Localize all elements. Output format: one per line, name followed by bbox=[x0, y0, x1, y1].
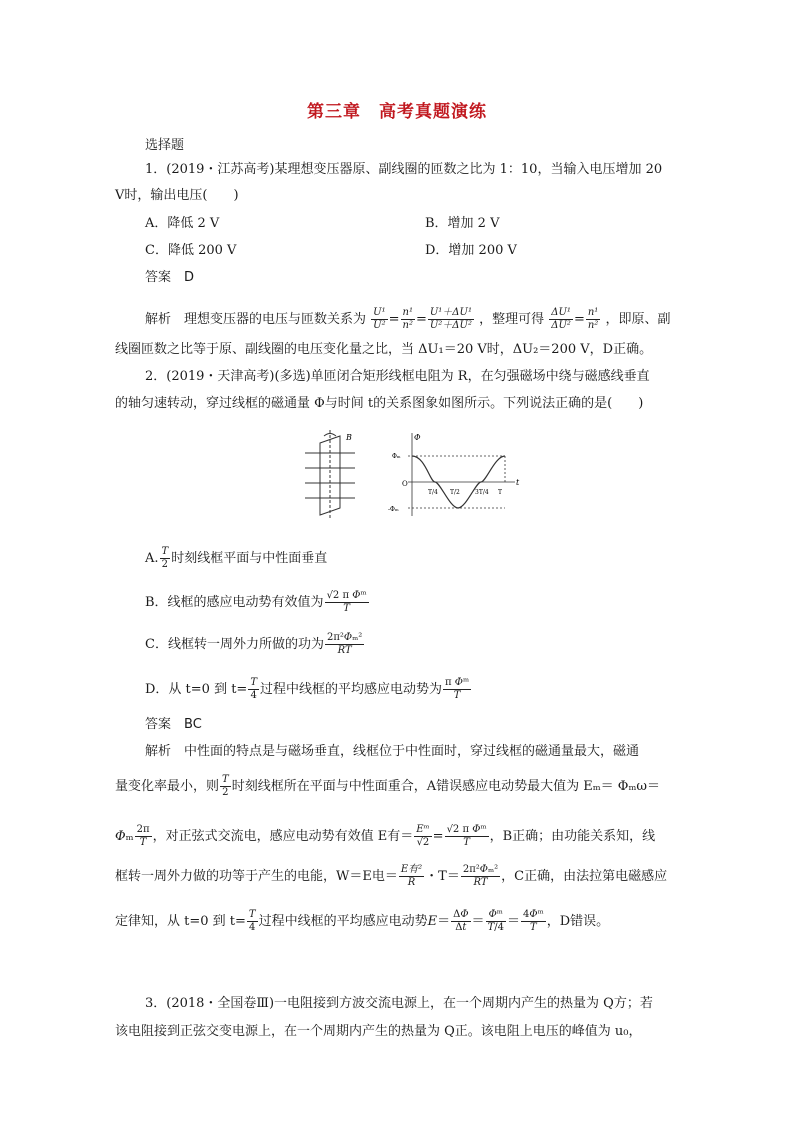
q2-exp5-text-a: 定律知，从 t=0 到 t= bbox=[115, 914, 246, 929]
q2-exp3-text: ，对正弦式交流电，感应电动势有效值 E有＝ bbox=[152, 829, 414, 844]
q1-answer: 答案 D bbox=[145, 270, 195, 285]
q1-option-a: A．降低 2 V bbox=[145, 216, 220, 231]
q2-option-d-text-a: D．从 t=0 到 t= bbox=[145, 682, 248, 697]
tick-3t4: 3T/4 bbox=[475, 489, 489, 496]
q2-explanation-line4: 框转一周外力做的功等于产生的电能，W＝E电＝ $\frac{\text{E有²}}{R}$ ・T＝ $\frac{\text{2π²Φₘ²}}{RT}$ ，C正确，由法拉第电磁感应 bbox=[115, 864, 668, 888]
q2-exp5-text-c: ，D错误。 bbox=[546, 914, 610, 929]
q2-exp3-text-b: ，B正确；由功能关系知，线 bbox=[489, 829, 656, 844]
q2-option-b-text: B．线框的感应电动势有效值为 bbox=[145, 595, 324, 610]
flux-time-figure bbox=[300, 428, 530, 518]
q2-option-a: A. $\frac{T}{2}$ 时刻线框平面与中性面垂直 bbox=[145, 546, 328, 570]
q1-explanation-line1: 解析 理想变压器的电压与匝数关系为 $\frac{\text{U¹}}{\text{U²}}$ = $\frac{\text{n¹}}{\text{n²}}$ = $\frac{\text{U¹＋ΔU¹}}{\text{U²＋ΔU²}}$ ，整理可得 $\frac{\text{ΔU¹}}{\text{ΔU²}}$ = $\frac{\text{n¹}}{\text{n²}}$ ，即原、副 bbox=[145, 307, 671, 331]
q1-explanation-line2: 线圈匝数之比等于原、副线圈的电压变化量之比，当 ΔU₁＝20 V时，ΔU₂＝200 V，D正确。 bbox=[115, 342, 653, 357]
section-heading: 选择题 bbox=[145, 138, 185, 153]
tick-t: T bbox=[498, 489, 503, 496]
q1-exp-text-b: ，整理可得 bbox=[479, 312, 545, 327]
q2-exp5-text-b: 过程中线框的平均感应电动势 bbox=[258, 914, 428, 929]
delta-ratio-formula: $\frac{\text{ΔU¹}}{\text{ΔU²}}$ bbox=[551, 307, 571, 331]
q2-exp4-text-a: 框转一周外力做的功等于产生的电能，W＝E电＝ bbox=[115, 869, 398, 884]
q1-exp-text-a: 解析 理想变压器的电压与匝数关系为 bbox=[145, 312, 367, 327]
q2-exp2-text-a: 量变化率最小，则 bbox=[115, 779, 220, 794]
q2-explanation-line3: Φₘ $\frac{2\pi}{T}$ ，对正弦式交流电，感应电动势有效值 E有＝ $\frac{\text{Eᵐ}}{√2}$ = $\frac{\text{√2 π Φᵐ}}{T}$ ，B正确；由功能关系知，线 bbox=[115, 824, 656, 848]
t-axis-label: t bbox=[516, 478, 520, 487]
q2-stem-line1: 2．(2019・天津高考)(多选)单匝闭合矩形线框电阻为 R，在匀强磁场中绕与磁感线垂直 bbox=[145, 369, 650, 384]
q1-stem-line1: 1．(2019・江苏高考)某理想变压器原、副线圈的匝数之比为 1：10，当输入电压增加 20 bbox=[145, 162, 663, 177]
coil-diagram bbox=[305, 430, 355, 518]
phi-axis-label: Φ bbox=[414, 433, 421, 442]
q2-explanation-line2: 量变化率最小，则 $\frac{T}{2}$ 时刻线框所在平面与中性面重合，A错误感应电动势最大值为 Eₘ＝ Φₘω＝ bbox=[115, 774, 661, 798]
field-label: B bbox=[346, 433, 352, 442]
q1-option-b: B．增加 2 V bbox=[425, 216, 500, 231]
q3-stem-line2: 该电阻接到正弦交变电源上，在一个周期内产生的热量为 Q正。该电阻上电压的峰值为 u₀， bbox=[115, 1024, 642, 1039]
phim-label: Φₘ bbox=[392, 453, 401, 460]
tick-t2: T/2 bbox=[450, 489, 460, 496]
q2-option-d-text-b: 过程中线框的平均感应电动势为 bbox=[260, 682, 443, 697]
q2-option-b: B．线框的感应电动势有效值为 $\frac{\text{√2 π Φᵐ}}{T}$ bbox=[145, 590, 367, 614]
ratio-formula: $\frac{\text{U¹}}{\text{U²}}$ bbox=[373, 307, 386, 331]
q2-exp2-text-b: 时刻线框所在平面与中性面重合，A错误感应电动势最大值为 Eₘ＝ Φₘω＝ bbox=[231, 779, 661, 794]
q1-stem-line2: V时，输出电压( ) bbox=[115, 188, 239, 203]
q2-exp4-text-c: ，C正确，由法拉第电磁感应 bbox=[501, 869, 668, 884]
neg-phim-label: -Φₘ bbox=[388, 506, 399, 513]
q1-option-d: D．增加 200 V bbox=[425, 243, 517, 258]
q2-option-a-text: 时刻线框平面与中性面垂直 bbox=[171, 551, 328, 566]
origin-label: O bbox=[402, 480, 408, 488]
q2-explanation-line5: 定律知，从 t=0 到 t= $\frac{T}{4}$ 过程中线框的平均感应电动势E＝ $\frac{\Delta\Phi}{\Delta t}$ ＝ $\frac{\text{Φᵐ}}{T/4}$ ＝ $\frac{\text{4Φᵐ}}{T}$ ，D错误。 bbox=[115, 909, 610, 933]
flux-graph bbox=[408, 433, 515, 516]
q2-explanation-line1: 解析 中性面的特点是与磁场垂直，线框位于中性面时，穿过线框的磁通量最大，磁通 bbox=[145, 744, 640, 759]
q2-answer: 答案 BC bbox=[145, 717, 202, 732]
tick-t4: T/4 bbox=[428, 489, 438, 496]
page-title: 第三章 高考真题演练 bbox=[307, 102, 487, 122]
q2-option-c-text: C．线框转一周外力所做的功为 bbox=[145, 637, 324, 652]
q1-option-c: C．降低 200 V bbox=[145, 243, 237, 258]
q2-exp4-text-b: ・T＝ bbox=[425, 869, 460, 884]
q3-stem-line1: 3．(2018・全国卷Ⅲ)一电阻接到方波交流电源上，在一个周期内产生的热量为 Q方；若 bbox=[145, 996, 653, 1011]
q1-exp-text-c: ，即原、副 bbox=[605, 312, 671, 327]
q2-option-c: C．线框转一周外力所做的功为 $\frac{\text{2π²Φₘ²}}{RT}$ bbox=[145, 632, 363, 656]
q2-option-d: D．从 t=0 到 t= $\frac{T}{4}$ 过程中线框的平均感应电动势为 $\frac{\text{π Φᵐ}}{T}$ bbox=[145, 677, 470, 701]
q2-stem-line2: 的轴匀速转动，穿过线框的磁通量 Φ与时间 t的关系图象如图所示。下列说法正确的是( ) bbox=[115, 396, 644, 411]
